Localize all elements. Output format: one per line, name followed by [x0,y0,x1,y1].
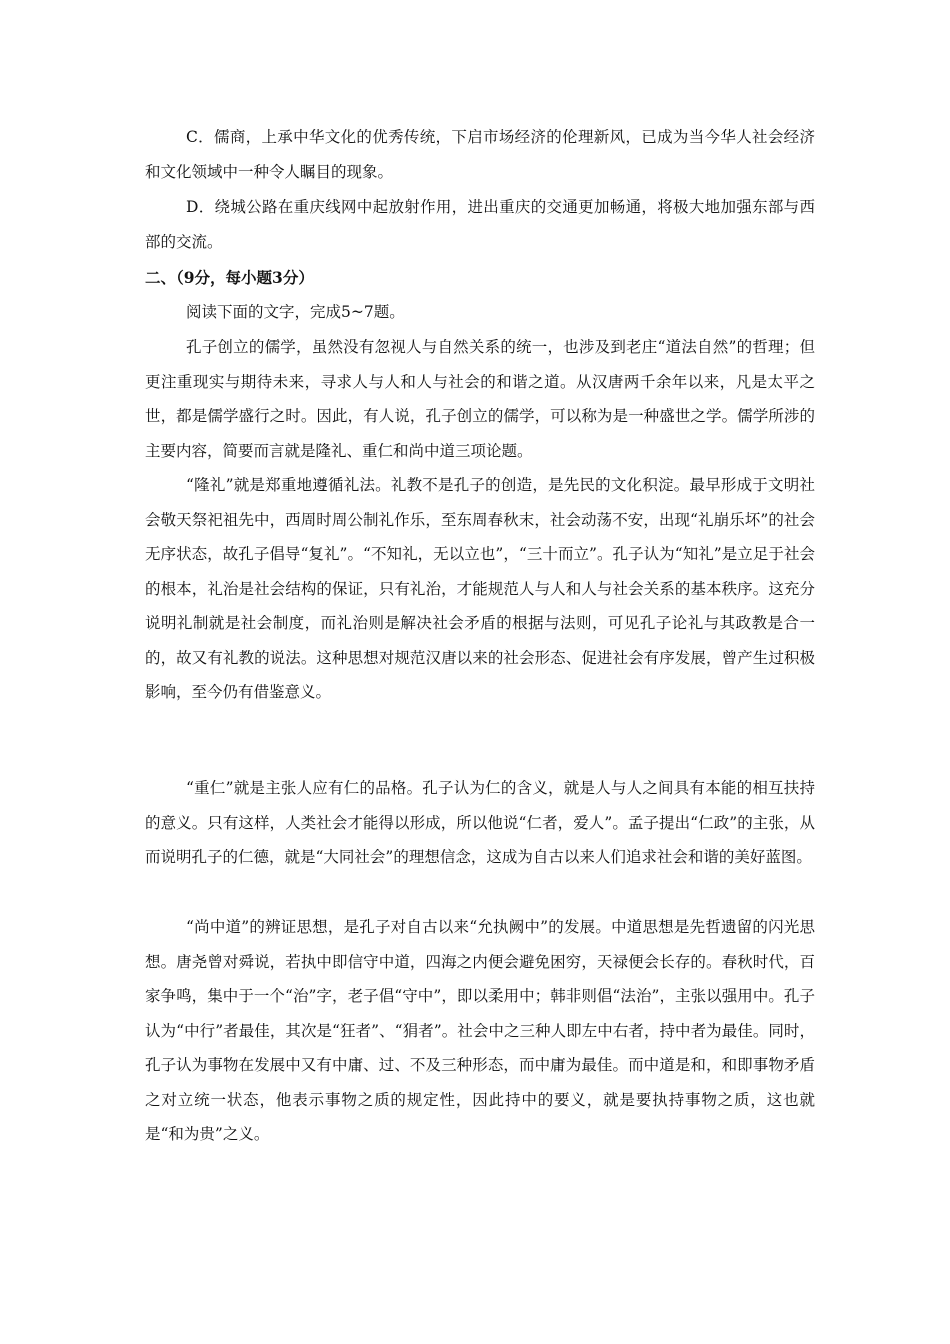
option-c: C．儒商，上承中华文化的优秀传统，下启市场经济的伦理新风，已成为当今华人社会经济和文化领域中一种令人瞩目的现象。 [145,128,815,181]
section-heading: 二、（9分，每小题3分） [145,268,314,287]
passage-paragraph-3: “重仁”就是主张人应有仁的品格。孔子认为仁的含义，就是人与人之间具有本能的相互扶持的意义。只有这样，人类社会才能得以形成，所以他说“仁者，爱人”。孟子提出“仁政”的主张，从而说明孔子的仁德，就是“大同社会”的理想信念，这成为自古以来人们追求社会和谐的美好蓝图。 [145,779,815,866]
passage-paragraph-4: “尚中道”的辨证思想，是孔子对自古以来“允执阙中”的发展。中道思想是先哲遗留的闪光思想。唐尧曾对舜说，若执中即信守中道，四海之内便会避免困穷，天禄便会长存的。春秋时代，百家争鸣，集中于一个“治”字，老子倡“守中”，即以柔用中；韩非则倡“法治”，主张以强用中。孔子认为“中行”者最佳，其次是“狂者”、“狷者”。社会中之三种人即左中右者，持中者为最佳。同时，孔子认为事物在发展中又有中庸、过、不及三种形态，而中庸为最佳。而中道是和，和即事物矛盾之对立统一状态，他表示事物之质的规定性，因此持中的要义，就是要执持事物之质，这也就是“和为贵”之义。 [145,918,815,1143]
section-instruction: 阅读下面的文字，完成5~7题。 [186,303,405,321]
passage-paragraph-1: 孔子创立的儒学，虽然没有忽视人与自然关系的统一，也涉及到老庄“道法自然”的哲理；但更注重现实与期待未来，寻求人与人和人与社会的和谐之道。从汉唐两千余年以来，凡是太平之世，都是儒学盛行之时。因此，有人说，孔子创立的儒学，可以称为是一种盛世之学。儒学所涉的主要内容，简要而言就是隆礼、重仁和尚中道三项论题。 [145,338,815,460]
option-d: D．绕城公路在重庆线网中起放射作用，进出重庆的交通更加畅通，将极大地加强东部与西部的交流。 [145,198,815,251]
passage-paragraph-2: “隆礼”就是郑重地遵循礼法。礼教不是孔子的创造，是先民的文化积淀。最早形成于文明社会敬天祭祀祖先中，西周时周公制礼作乐，至东周春秋末，社会动荡不安，出现“礼崩乐坏”的社会无序状态，故孔子倡导“复礼”。“不知礼，无以立也”，“三十而立”。孔子认为“知礼”是立足于社会的根本，礼治是社会结构的保证，只有礼治，才能规范人与人和人与社会关系的基本秩序。这充分说明礼制就是社会制度，而礼治则是解决社会矛盾的根据与法则，可见孔子论礼与其政教是合一的，故又有礼教的说法。这种思想对规范汉唐以来的社会形态、促进社会有序发展，曾产生过积极影响，至今仍有借鉴意义。 [145,476,815,701]
